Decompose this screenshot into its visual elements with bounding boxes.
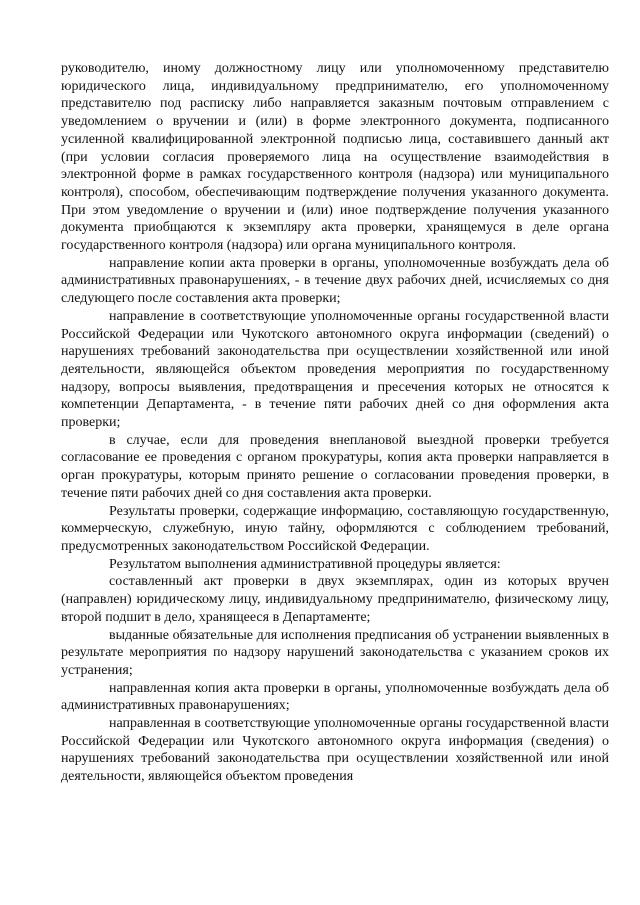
document-page xyxy=(61,60,609,786)
paragraph-prosecutor-copy: в случае, если для проведения внеплановой выездной проверки требуется согласование ее проведения с органом прокуратуры, копия акта проверки направляется в орган прокуратуры, которым принято решение о согласовании проведения проверки, в течение пяти рабочих дней со дня составления акта проверки. xyxy=(61,432,609,501)
paragraph-result-heading: Результатом выполнения административной процедуры является: xyxy=(109,556,501,572)
paragraph-secret-information: Результаты проверки, содержащие информацию, составляющую государственную, коммерческую, служебную, иную тайну, оформляются с соблюдением требований, предусмотренных законодательством Российской Федерации. xyxy=(61,503,609,554)
paragraph-result-act: составленный акт проверки в двух экземплярах, один из которых вручен (направлен) юридическому лицу, индивидуальному предпринимателю, физическому лицу, второй подшит в дело, хранящееся в Департаменте; xyxy=(61,574,609,625)
paragraph-result-copy-sent: направленная копия акта проверки в органы, уполномоченные возбуждать дела об административных правонарушениях; xyxy=(61,680,609,714)
paragraph-result-orders: выданные обязательные для исполнения предписания об устранении выявленных в результате мероприятия по надзору нарушений законодательства с указанием сроков их устранения; xyxy=(61,627,609,678)
paragraph-copy-to-administrative-bodies: направление копии акта проверки в органы, уполномоченные возбуждать дела об административных правонарушениях, - в течение двух рабочих дней, исчисляемых со дня следующего после составления акта проверки; xyxy=(61,255,609,307)
paragraph-continuation: руководителю, иному должностному лицу или уполномоченному представителю юридического лица, индивидуальному предпринимателю, его уполномоченному представителю под расписку либо направляется заказным почтовым отправлением с уведомлением о вручении и (или) в форме электронного документа, подписанного усиленной квалифицированной электронной подписью лица, составившего данный акт (при условии согласия проверяемого лица на осуществление взаимодействия в электронной форме в рамках государственного контроля (надзора) или муниципального контроля), способом, обеспечивающим подтверждение получения указанного документа. При этом уведомление о вручении и (или) иное подтверждение получения указанного документа приобщаются к экземпляру акта проверки, хранящемуся в деле органа государственного контроля (надзора) или органа муниципального контроля. xyxy=(61,61,609,254)
paragraph-information-to-authorities: направление в соответствующие уполномоченные органы государственной власти Российской Федерации или Чукотского автономного округа информации (сведений) о нарушениях требований законодательства при осуществлении хозяйственной или иной деятельности, являющейся объектом проведения мероприятия по государственному надзору, вопросы выявления, предотвращения и пресечения которых не относятся к компетенции Департамента, - в течение пяти рабочих дней со дня оформления акта проверки; xyxy=(61,308,609,431)
paragraph-result-information-sent: направленная в соответствующие уполномоченные органы государственной власти Российской Федерации или Чукотского автономного округа информация (сведения) о нарушениях требований законодательства при осуществлении хозяйственной или иной деятельности, являющейся объектом проведения xyxy=(61,716,609,785)
